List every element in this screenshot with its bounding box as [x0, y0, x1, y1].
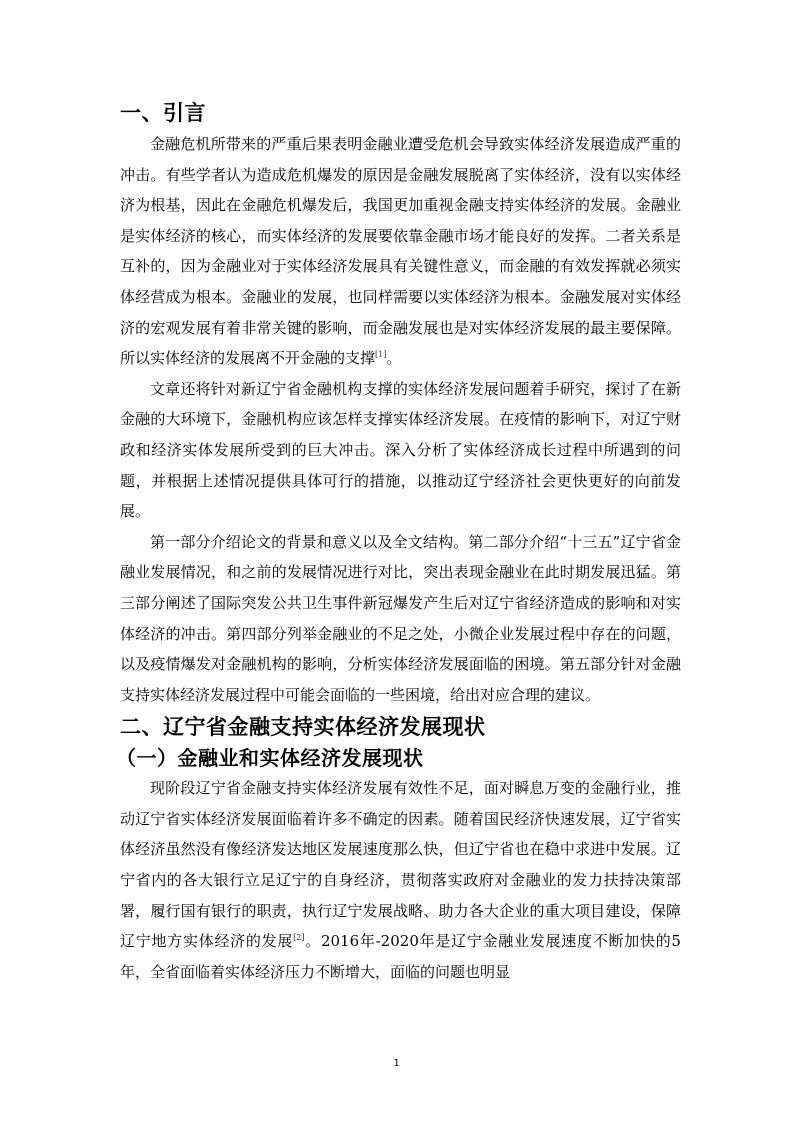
section-heading-introduction: 一、引言 [120, 101, 206, 125]
citation-ref-2[interactable]: [2] [293, 933, 305, 943]
page-number: 1 [393, 1058, 400, 1069]
paragraph-1-text: 金融危机所带来的严重后果表明金融业遭受危机会导致实体经济发展造成严重的冲击。有些学者认为造成危机爆发的原因是金融发展脱离了实体经济，没有以实体经济为根基，因此在金融危机爆发后，我国更加重视金融支持实体经济的发展。金融业是实体经济的核心，而实体经济的发展要依靠金融市场才能良好的发挥。二者关系是互补的，因为金融业对于实体经济发展具有关键性意义，而金融的有效发挥就必须实体经营成为根本。金融业的发展，也同样需要以实体经济为根本。金融发展对实体经济的宏观发展有着非常关键的影响，而金融发展也是对实体经济发展的最主要保障。所以实体经济的发展离不开金融的支撑 [120, 135, 681, 368]
paragraph-2: 文章还将针对新辽宁省金融机构支撑的实体经济发展问题着手研究，探讨了在新金融的大环境下，金融机构应该怎样支撑实体经济发展。在疫情的影响下，对辽宁财政和经济实体发展所受到的巨大冲击。深入分析了实体经济成长过程中所遇到的问题，并根据上述情况提供具体可行的措施，以推动辽宁经济社会更快更好的向前发展。 [120, 379, 681, 521]
paragraph-4-tail: 。2016年-2020年是辽宁金融业发展速度不断加快的5年，全省面临着实体经济压力不断增大，面临的问题也明显 [120, 932, 681, 981]
section-heading-current-status: 二、辽宁省金融支持实体经济发展现状 [120, 715, 486, 740]
paragraph-1 [120, 129, 681, 374]
citation-ref-1[interactable]: [1] [375, 350, 387, 360]
page-content [116, 98, 681, 987]
paragraph-4-text: 现阶段辽宁省金融支持实体经济发展有效性不足，面对瞬息万变的金融行业，推动辽宁省实体经济发展面临着许多不确定的因素。随着国民经济快速发展，辽宁省实体经济虽然没有像经济发达地区发展速度那么快，但辽宁省也在稳中求进中发展。辽宁省内的各大银行立足辽宁的自身经济，贯彻落实政府对金融业的发力扶持决策部署，履行国有银行的职责，执行辽宁发展战略、助力各大企业的重大项目建设，保障辽宁地方实体经济的发展 [120, 779, 681, 951]
paragraph-4 [120, 773, 681, 987]
subsection-heading-finance-and-economy: （一）金融业和实体经济发展现状 [116, 746, 424, 771]
paragraph-3: 第一部分介绍论文的背景和意义以及全文结构。第二部分介绍“十三五”辽宁省金融业发展情况，和之前的发展情况进行对比，突出表现金融业在此时期发展迅猛。第三部分阐述了国际突发公共卫生事件新冠爆发产生后对辽宁省经济造成的影响和对实体经济的冲击。第四部分列举金融业的不足之处，小微企业发展过程中存在的问题，以及疫情爆发对金融机构的影响，分析实体经济发展面临的困境。第五部分针对金融支持实体经济发展过程中可能会面临的一些困境，给出对应合理的建议。 [120, 532, 681, 704]
paragraph-1-tail: 。 [386, 349, 402, 368]
